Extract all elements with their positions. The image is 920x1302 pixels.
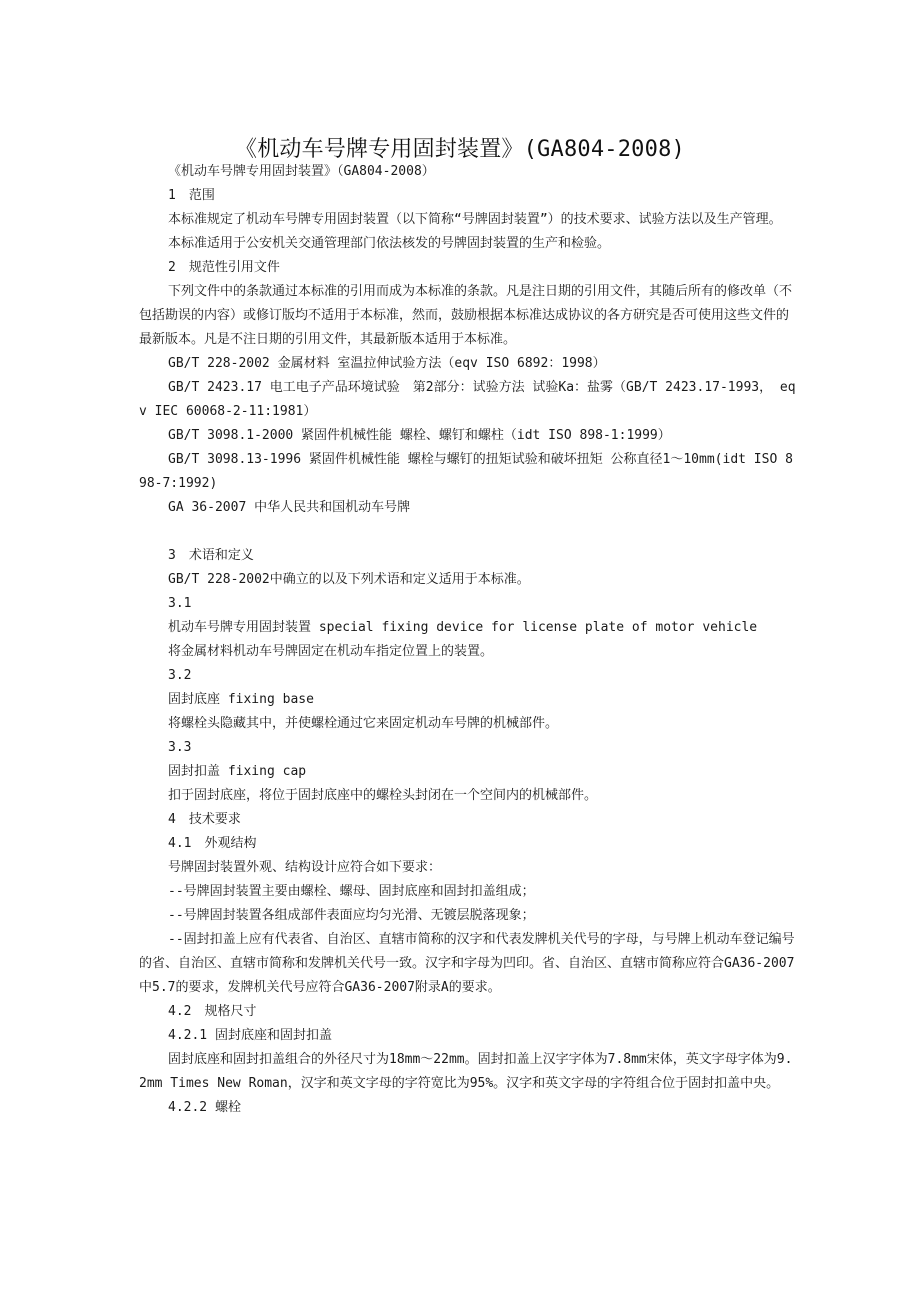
paragraph: GA 36-2007 中华人民共和国机动车号牌 xyxy=(168,500,411,515)
paragraph: 2 规范性引用文件 xyxy=(168,260,280,275)
paragraph: --号牌固封装置各组成部件表面应均匀光滑、无镀层脱落现象； xyxy=(168,908,535,923)
paragraph: 机动车号牌专用固封装置 special fixing device for license plate of motor vehicle xyxy=(168,620,758,635)
paragraph: 本标准规定了机动车号牌专用固封装置（以下简称“号牌固封装置”）的技术要求、试验方法以及生产管理。 xyxy=(168,212,782,227)
paragraph: 3.3 xyxy=(168,740,192,755)
paragraph: 4 技术要求 xyxy=(168,812,241,827)
paragraph: 4.2.2 螺栓 xyxy=(168,1100,241,1115)
paragraph: GB/T 3098.1-2000 紧固件机械性能 螺栓、螺钉和螺柱（idt ISO 898-1:1999） xyxy=(168,428,671,443)
paragraph: 3.2 xyxy=(168,668,192,683)
paragraph: 固封底座 fixing base xyxy=(168,692,314,707)
document-body xyxy=(139,160,799,1120)
paragraph: 固封扣盖 fixing cap xyxy=(168,764,307,779)
paragraph: 扣于固封底座，将位于固封底座中的螺栓头封闭在一个空间内的机械部件。 xyxy=(168,788,598,803)
paragraph: 固封底座和固封扣盖组合的外径尺寸为18mm～22mm。固封扣盖上汉字字体为7.8mm宋体，英文字母字体为9.2mm Times New Roman，汉字和英文字母的字符宽比为95%。汉字和英文字母的字符组合位于固封扣盖中央。 xyxy=(139,1052,793,1091)
paragraph: 《机动车号牌专用固封装置》（GA804-2008） xyxy=(168,164,435,179)
paragraph: 4.1 外观结构 xyxy=(168,836,257,851)
paragraph: --号牌固封装置主要由螺栓、螺母、固封底座和固封扣盖组成； xyxy=(168,884,535,899)
paragraph: GB/T 228-2002 金属材料 室温拉伸试验方法（eqv ISO 6892：1998） xyxy=(168,356,606,371)
paragraph: 4.2.1 固封底座和固封扣盖 xyxy=(168,1028,332,1043)
paragraph: 本标准适用于公安机关交通管理部门依法核发的号牌固封装置的生产和检验。 xyxy=(168,236,611,251)
document-title: 《机动车号牌专用固封装置》(GA804-2008) xyxy=(235,136,685,162)
paragraph: 将金属材料机动车号牌固定在机动车指定位置上的装置。 xyxy=(168,644,494,659)
paragraph: 3.1 xyxy=(168,596,192,611)
paragraph: 3 术语和定义 xyxy=(168,548,254,563)
paragraph: 将螺栓头隐藏其中，并使螺栓通过它来固定机动车号牌的机械部件。 xyxy=(168,716,559,731)
paragraph: GB/T 228-2002中确立的以及下列术语和定义适用于本标准。 xyxy=(168,572,530,587)
paragraph: 下列文件中的条款通过本标准的引用而成为本标准的条款。凡是注日期的引用文件，其随后所有的修改单（不包括勘误的内容）或修订版均不适用于本标准，然而，鼓励根据本标准达成协议的各方研究是否可使用这些文件的最新版本。凡是不注日期的引用文件，其最新版本适用于本标准。 xyxy=(139,284,793,347)
paragraph: 1 范围 xyxy=(168,188,215,203)
paragraph: GB/T 3098.13-1996 紧固件机械性能 螺栓与螺钉的扭矩试验和破坏扭矩 公称直径1～10mm(idt ISO 898-7:1992) xyxy=(139,452,793,491)
paragraph: GB/T 2423.17 电工电子产品环境试验 第2部分：试验方法 试验Ka：盐雾（GB/T 2423.17-1993， eqv IEC 60068-2-11:1981） xyxy=(139,380,796,419)
paragraph: --固封扣盖上应有代表省、自治区、直辖市简称的汉字和代表发牌机关代号的字母，与号牌上机动车登记编号的省、自治区、直辖市简称和发牌机关代号一致。汉字和字母为凹印。省、自治区、直辖市简称应符合GA36-2007中5.7的要求，发牌机关代号应符合GA36-2007附录A的要求。 xyxy=(139,932,795,995)
paragraph: 号牌固封装置外观、结构设计应符合如下要求： xyxy=(168,860,442,875)
blank-line xyxy=(139,520,799,544)
paragraph: 4.2 规格尺寸 xyxy=(168,1004,257,1019)
